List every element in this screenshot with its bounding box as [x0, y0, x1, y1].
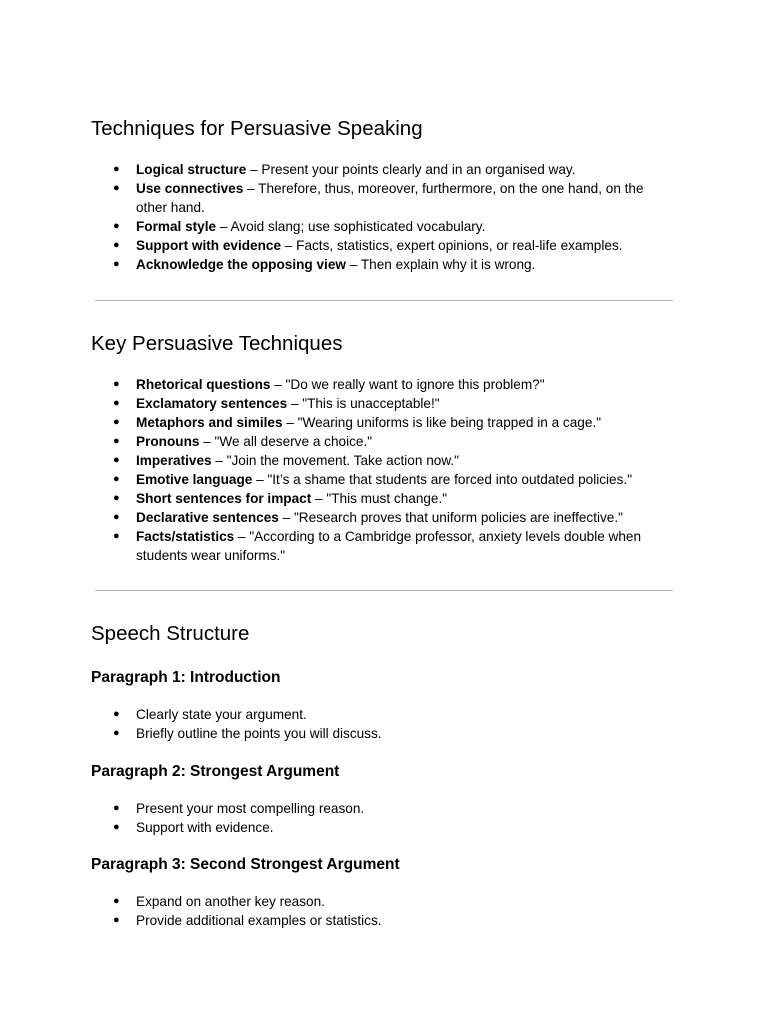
list-item-term: Pronouns	[136, 434, 200, 449]
section-divider	[95, 590, 673, 591]
list-item-text: Present your most compelling reason.	[136, 801, 365, 816]
list-item	[0, 236, 768, 255]
list-item-text: – "According to a Cambridge professor, anxiety levels double when students wear uniforms."	[136, 529, 642, 563]
list-item	[0, 892, 768, 911]
list-item-text: Clearly state your argument.	[136, 707, 307, 722]
list-item	[0, 470, 768, 489]
list-item-term: Emotive language	[136, 472, 253, 487]
bullet-icon: ●	[113, 182, 120, 194]
list-item-text: – "This is unacceptable!"	[287, 396, 440, 411]
bullet-icon: ●	[113, 708, 120, 720]
list-item	[0, 489, 768, 508]
list-item-text: – "We all deserve a choice."	[199, 434, 373, 449]
list-item	[0, 799, 768, 818]
list-item	[0, 508, 768, 527]
list-item	[0, 451, 768, 470]
list-item-text: – Facts, statistics, expert opinions, or real-life examples.	[281, 238, 623, 253]
list-item	[0, 724, 768, 743]
bullet-icon: ●	[113, 454, 120, 466]
bullet-icon: ●	[113, 530, 120, 542]
list-item-term: Imperatives	[136, 453, 212, 468]
list-item-text: – "This must change."	[311, 491, 448, 506]
list-item	[0, 911, 768, 930]
list-item	[0, 217, 768, 236]
section-title-speech-structure: Speech Structure	[91, 622, 250, 645]
list-item-text: – Then explain why it is wrong.	[345, 257, 536, 272]
list-item-term: Declarative sentences	[136, 510, 279, 525]
bullet-icon: ●	[113, 416, 120, 428]
list-item-text: – "Join the movement. Take action now."	[211, 453, 459, 468]
bullet-icon: ●	[113, 378, 120, 390]
list-item	[0, 413, 768, 432]
bullet-icon: ●	[113, 473, 120, 485]
paragraph-3-list	[0, 892, 768, 930]
bullet-icon: ●	[113, 914, 120, 926]
paragraph-heading: Paragraph 1: Introduction	[91, 669, 281, 686]
list-item-text: – "It’s a shame that students are forced into outdated policies."	[252, 472, 633, 487]
list-item	[0, 818, 768, 837]
techniques-list	[0, 160, 768, 274]
list-item-term: Logical structure	[136, 162, 247, 177]
list-item-term: Support with evidence	[136, 238, 282, 253]
paragraph-2-list	[0, 799, 768, 837]
key-techniques-list	[0, 375, 768, 565]
bullet-icon: ●	[113, 163, 120, 175]
list-item-term: Short sentences for impact	[136, 491, 312, 506]
paragraph-heading: Paragraph 3: Second Strongest Argument	[91, 856, 400, 873]
section-title-techniques: Techniques for Persuasive Speaking	[91, 117, 423, 140]
list-item	[0, 375, 768, 394]
list-item-text: Provide additional examples or statistics.	[136, 913, 382, 928]
paragraph-heading: Paragraph 2: Strongest Argument	[91, 763, 340, 780]
list-item-text: – "Wearing uniforms is like being trapped in a cage."	[282, 415, 602, 430]
list-item-term: Metaphors and similes	[136, 415, 283, 430]
list-item	[0, 432, 768, 451]
list-item	[0, 160, 768, 179]
list-item	[0, 527, 768, 565]
list-item	[0, 255, 768, 274]
list-item-text: Support with evidence.	[136, 820, 274, 835]
bullet-icon: ●	[113, 258, 120, 270]
list-item	[0, 179, 768, 217]
section-title-key-techniques: Key Persuasive Techniques	[91, 332, 343, 355]
bullet-icon: ●	[113, 435, 120, 447]
list-item-term: Rhetorical questions	[136, 377, 271, 392]
list-item-term: Formal style	[136, 219, 217, 234]
bullet-icon: ●	[113, 821, 120, 833]
list-item-term: Exclamatory sentences	[136, 396, 288, 411]
list-item	[0, 705, 768, 724]
list-item-text: – Avoid slang; use sophisticated vocabulary.	[216, 219, 486, 234]
section-divider	[95, 300, 673, 301]
bullet-icon: ●	[113, 492, 120, 504]
list-item-text: – Present your points clearly and in an organised way.	[246, 162, 576, 177]
list-item-text: – "Research proves that uniform policies are ineffective."	[278, 510, 623, 525]
list-item-text: Expand on another key reason.	[136, 894, 325, 909]
bullet-icon: ●	[113, 511, 120, 523]
list-item-text: Briefly outline the points you will discuss.	[136, 726, 382, 741]
list-item	[0, 394, 768, 413]
list-item-text: – "Do we really want to ignore this problem?"	[270, 377, 545, 392]
bullet-icon: ●	[113, 220, 120, 232]
list-item-term: Use connectives	[136, 181, 244, 196]
bullet-icon: ●	[113, 802, 120, 814]
bullet-icon: ●	[113, 895, 120, 907]
bullet-icon: ●	[113, 239, 120, 251]
bullet-icon: ●	[113, 727, 120, 739]
list-item-text: – Therefore, thus, moreover, furthermore, on the one hand, on the other hand.	[136, 181, 644, 215]
paragraph-1-list	[0, 705, 768, 743]
bullet-icon: ●	[113, 397, 120, 409]
list-item-term: Facts/statistics	[136, 529, 235, 544]
list-item-term: Acknowledge the opposing view	[136, 257, 346, 272]
